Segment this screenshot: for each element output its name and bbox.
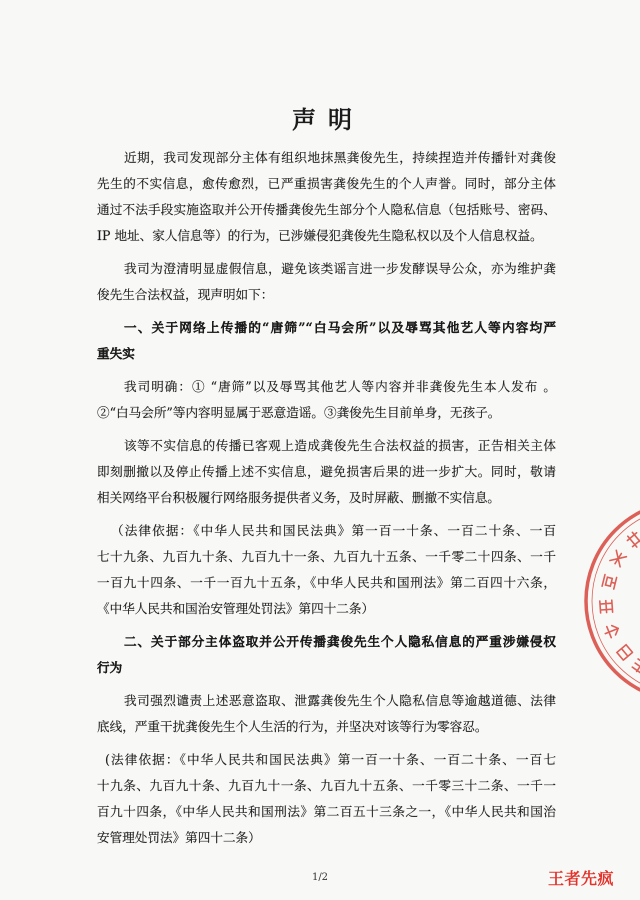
statement-paragraph [97, 688, 556, 740]
text-line: 俊先生合法权益，现声明如下： [97, 287, 274, 302]
text-line: ②“白马会所”等内容明显属于恶意造谣。③龚俊先生目前单身，无孩子。 [97, 405, 501, 420]
statement-paragraph [97, 145, 556, 249]
seal-outer-ring [586, 501, 640, 701]
text-line: 百九十四条，《中华人民共和国刑法》第二百五十三条之一，《中华人民共和国治 [97, 804, 556, 819]
text-line: (法律依据：《中华人民共和国民法典》第一百一十条、一百二十条、一百七 [105, 752, 556, 767]
text-line: 七十九条、九百九十条、九百九十一条、九百九十五条、一千零二十四条、一千 [97, 549, 556, 564]
legal-basis-paragraph [97, 518, 556, 622]
statement-paragraph [97, 374, 556, 426]
text-line: 底线，严重干扰龚俊先生个人生活的行为，并坚决对该等行为零容忍。 [97, 719, 488, 734]
watermark-logo-text: 王者先疯 [548, 869, 615, 888]
legal-basis-paragraph [97, 747, 556, 851]
text-line: 我司明确：① “唐筛”以及辱骂其他艺人等内容并非龚俊先生本人发布 。 [124, 379, 556, 394]
text-line: IP 地址、家人信息等）的行为，已涉嫌侵犯龚俊先生隐私权以及个人信息权益。 [97, 228, 543, 243]
text-line: 我司强烈谴责上述恶意盗取、泄露龚俊先生个人隐私信息等逾越道德、法律 [124, 693, 556, 708]
text-line: 近期，我司发现部分主体有组织地抹黑龚俊先生，持续捏造并传播针对龚俊 [124, 150, 556, 165]
heading-line: 一、关于网络上传播的“唐筛”“白马会所”以及辱骂其他艺人等内容均严 [124, 320, 556, 335]
statement-paragraph [97, 433, 556, 511]
text-line: 该等不实信息的传播已客观上造成龚俊先生合法权益的损害，正告相关主体 [124, 438, 556, 453]
section-heading [97, 315, 556, 367]
text-line: 即刻删撤以及停止传播上述不实信息，避免损害后果的进一步扩大。同时，敬请 [97, 464, 556, 479]
text-line: 《中华人民共和国治安管理处罚法》第四十二条） [97, 601, 375, 616]
text-line: （法律依据：《中华人民共和国民法典》第一百一十条、一百二十条、一百 [111, 523, 556, 538]
heading-line: 行为 [97, 660, 123, 675]
document-title: 声明 [292, 105, 364, 134]
text-line: 相关网络平台积极履行网络服务提供者义务，及时屏蔽、删撤不实信息。 [97, 490, 500, 505]
text-line: 十九条、九百九十条、九百九十一条、九百九十五条、一千零三十二条、一千一 [97, 778, 556, 793]
heading-line: 重失实 [97, 346, 135, 361]
seal-stamp [582, 496, 640, 706]
text-line: 通过不法手段实施盗取并公开传播龚俊先生部分个人隐私信息（包括账号、密码、 [97, 202, 556, 217]
section-heading [97, 629, 556, 681]
heading-line: 二、关于部分主体盗取并公开传播龚俊先生个人隐私信息的严重涉嫌侵权 [124, 634, 556, 649]
text-line: 安管理处罚法》第四十二条） [97, 830, 261, 845]
text-line: 先生的不实信息，愈传愈烈，已严重损害龚俊先生的个人声誉。同时，部分主体 [97, 176, 556, 191]
text-line: 一百九十四条、一千一百九十五条，《中华人民共和国刑法》第二百四十六条， [97, 575, 556, 590]
seal-stamp-graphic [582, 496, 640, 706]
statement-paragraph [97, 256, 556, 308]
document-body [97, 145, 556, 851]
page-number: 1/2 [311, 872, 329, 883]
text-line: 我司为澄清明显虚假信息，避免该类谣言进一步发酵误导公众，亦为维护龚 [124, 261, 556, 276]
